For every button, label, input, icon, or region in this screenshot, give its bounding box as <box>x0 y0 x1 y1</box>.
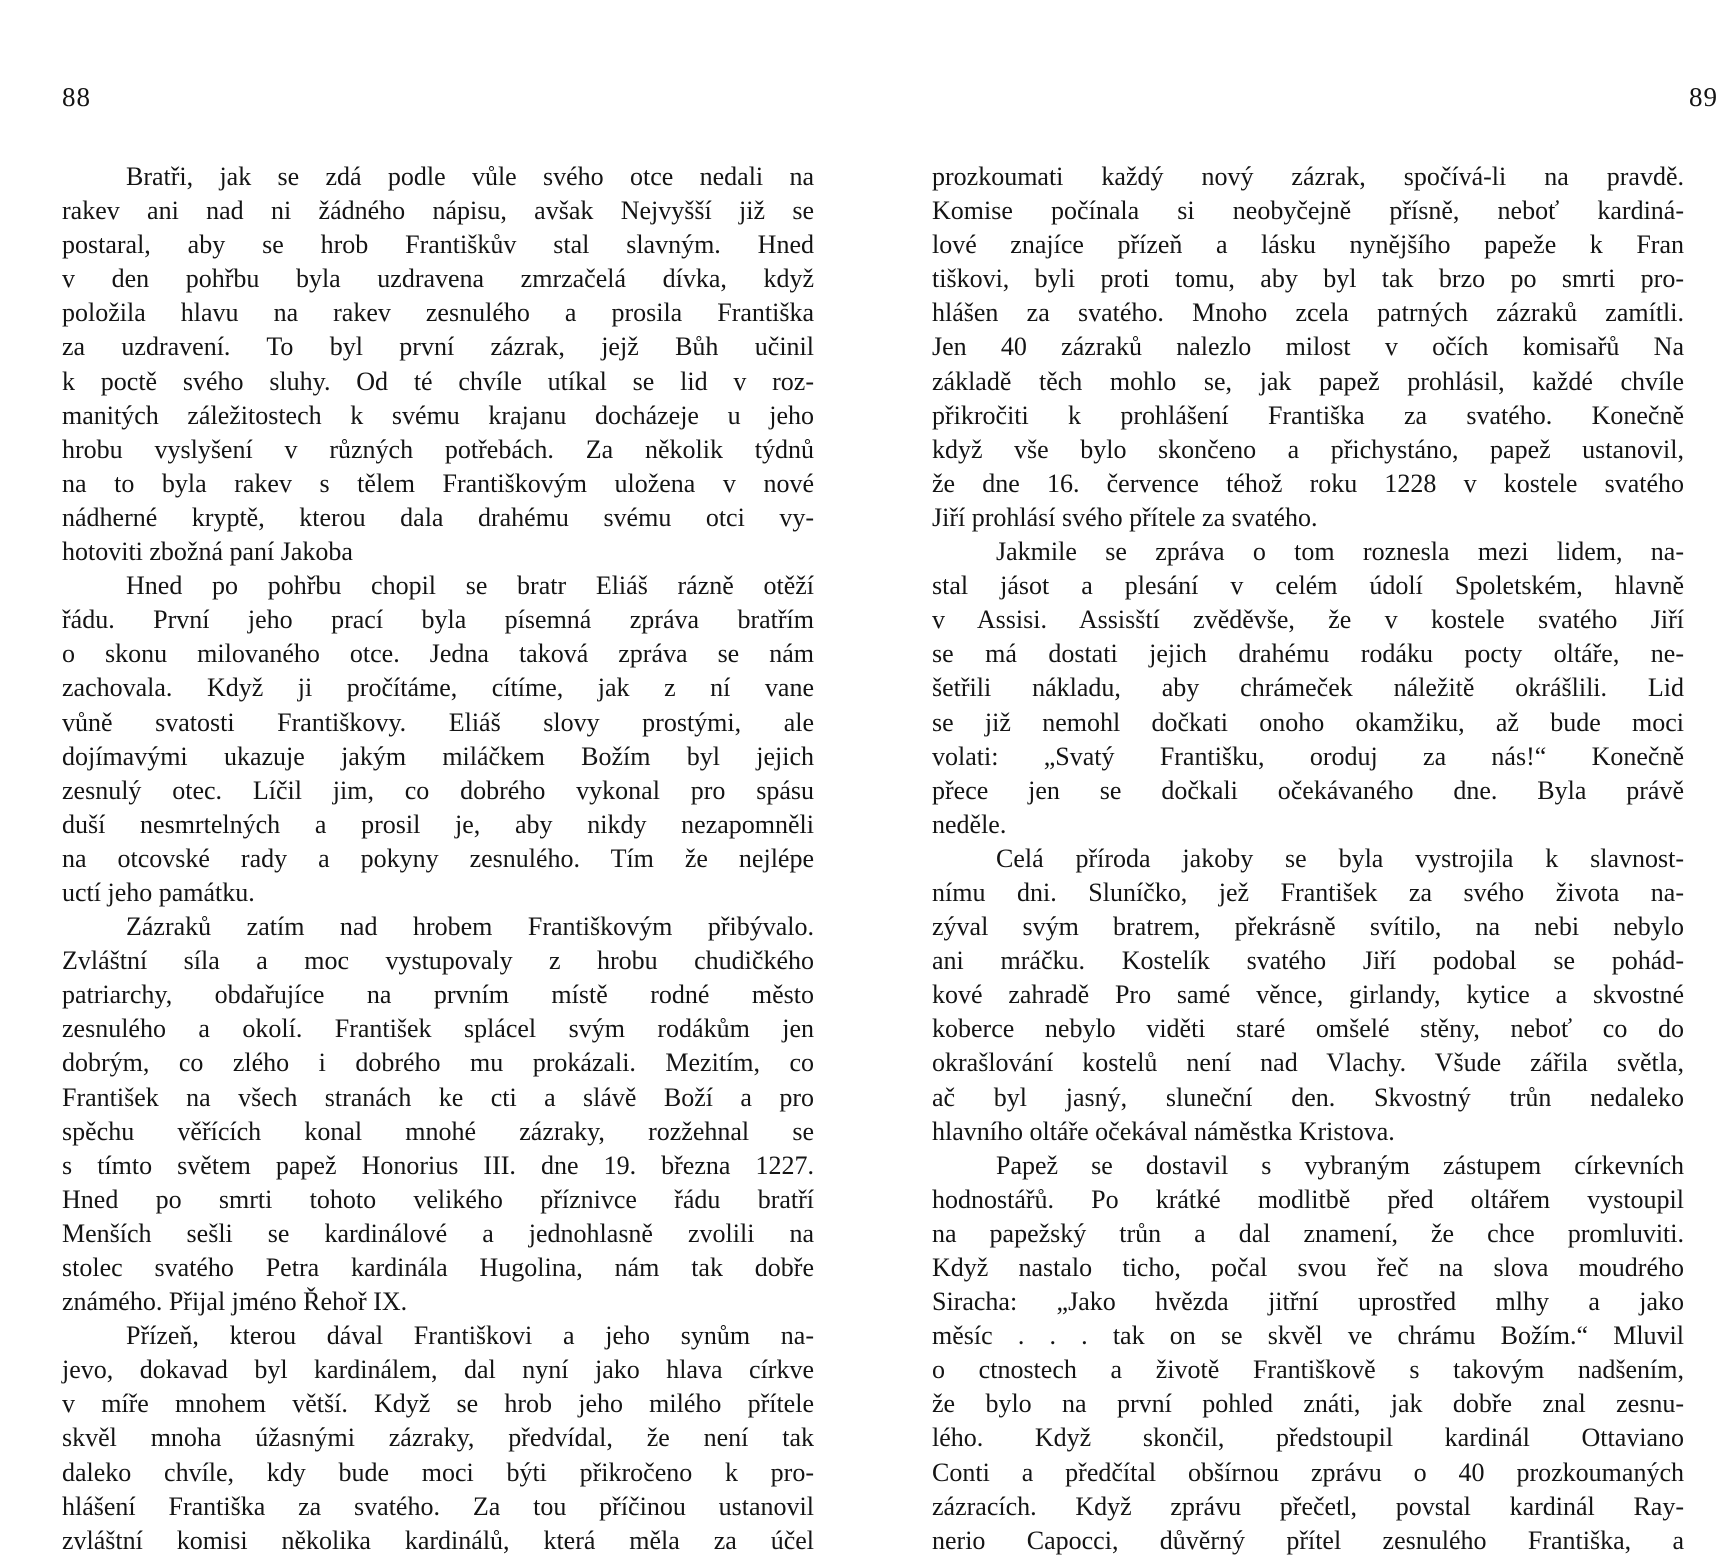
text-line: skvěl mnoha úžasnými zázraky, předvídal, že není tak <box>62 1423 814 1453</box>
text-line: koberce nebylo viděti staré omšelé stěny, neboť co do <box>932 1014 1684 1044</box>
text-line: hotoviti zbožná paní Jakoba <box>62 537 353 567</box>
text-line: řádu. První jeho prací byla písemná zpráva bratřím <box>62 605 814 635</box>
text-line: Conti a předčítal obšírnou zprávu o 40 prozkoumaných <box>932 1457 1684 1487</box>
text-line: duší nesmrtelných a prosil je, aby nikdy nezapomněli <box>62 809 814 839</box>
text-line: neděle. <box>932 809 1007 839</box>
text-line: že bylo na první pohled znáti, jak dobře znal zesnu- <box>932 1389 1684 1419</box>
text-line: za uzdravení. To byl první zázrak, jejž Bůh učinil <box>62 332 814 362</box>
text-line: zvláštní komisi několika kardinálů, která měla za účel <box>62 1525 814 1555</box>
text-line: základě těch mohlo se, jak papež prohlásil, každé chvíle <box>932 366 1684 396</box>
text-line: na papežský trůn a dal znamení, že chce promluviti. <box>932 1218 1684 1248</box>
text-line: lové znajíce přízeň a lásku nynějšího papeže k Fran <box>932 230 1684 260</box>
text-line: Jakmile se zpráva o tom roznesla mezi lidem, na- <box>996 537 1684 567</box>
text-line: zýval svým bratrem, překrásně svítilo, na nebi nebylo <box>932 912 1684 942</box>
text-line: jevo, dokavad byl kardinálem, dal nyní jako hlava církve <box>62 1355 814 1385</box>
text-line: Zázraků zatím nad hrobem Františkovým přibývalo. <box>126 912 814 942</box>
text-line: Celá příroda jakoby se byla vystrojila k slavnost- <box>996 843 1684 873</box>
text-line: stolec svatého Petra kardinála Hugolina, nám tak dobře <box>62 1253 814 1282</box>
text-line: hodnostářů. Po krátké modlitbě před oltářem vystoupil <box>932 1184 1684 1214</box>
text-line: na to byla rakev s tělem Františkovým uložena v nové <box>62 468 814 498</box>
text-line: stal jásot a plesání v celém údolí Spoletském, hlavně <box>932 571 1684 601</box>
text-line: když vše bylo skončeno a přichystáno, papež ustanovil, <box>932 434 1684 464</box>
text-line: patriarchy, obdařujíce na prvním místě rodné město <box>62 980 814 1010</box>
text-line: hlavního oltáře očekával náměstka Kristova. <box>932 1116 1395 1146</box>
right-page-text <box>932 160 1684 1558</box>
text-line: zesnulý otec. Líčil jim, co dobrého vykonal pro spásu <box>62 775 814 805</box>
text-line: Bratři, jak se zdá podle vůle svého otce nedali na <box>126 162 814 191</box>
text-line: spěchu věřících konal mnohé zázraky, rozžehnal se <box>62 1116 814 1146</box>
text-line: se má dostati jejich drahému rodáku pocty oltáře, ne- <box>932 639 1684 669</box>
text-line: nádherné kryptě, kterou dala drahému svému otci vy- <box>62 502 814 532</box>
text-line: lého. Když skončil, předstoupil kardinál Ottaviano <box>932 1423 1684 1453</box>
text-line: manitých záležitostech k svému krajanu docházeje u jeho <box>62 400 814 430</box>
text-line: zázracích. Když zprávu přečetl, povstal kardinál Ray- <box>932 1491 1684 1521</box>
text-line: Komise počínala si neobyčejně přísně, neboť kardiná- <box>932 196 1684 226</box>
text-line: Jiří prohlásí svého přítele za svatého. <box>932 502 1318 532</box>
text-line: tiškovi, byli proti tomu, aby byl tak brzo po smrti pro- <box>932 264 1684 294</box>
text-line: ač byl jasný, sluneční den. Skvostný trůn nedaleko <box>932 1082 1684 1112</box>
page-number-left: 88 <box>62 82 91 112</box>
text-line: prozkoumati každý nový zázrak, spočívá-li na pravdě. <box>932 162 1684 191</box>
text-line: vůně svatosti Františkovy. Eliáš slovy prostými, ale <box>62 707 814 737</box>
text-line: Menších sešli se kardinálové a jednohlasně zvolili na <box>62 1218 814 1248</box>
left-page <box>0 0 867 1555</box>
text-line: Jen 40 zázraků nalezlo milost v očích komisařů Na <box>932 332 1684 362</box>
text-line: František na všech stranách ke cti a slávě Boží a pro <box>62 1082 814 1112</box>
text-line: měsíc . . . tak on se skvěl ve chrámu Božím.“ Mluvil <box>932 1321 1684 1351</box>
text-line: šetřili nákladu, aby chrámeček náležitě okrášlili. Lid <box>932 673 1684 703</box>
text-line: v Assisi. Assisští zvěděvše, že v kostele svatého Jiří <box>932 605 1684 635</box>
text-line: s tímto světem papež Honorius III. dne 19. března 1227. <box>62 1150 814 1180</box>
text-line: přece jen se dočkali očekávaného dne. Byla právě <box>932 775 1684 805</box>
text-line: Hned po pohřbu chopil se bratr Eliáš rázně otěží <box>126 571 814 601</box>
text-line: známého. Přijal jméno Řehoř IX. <box>62 1287 408 1317</box>
text-line: Zvláštní síla a moc vystupovaly z hrobu chudičkého <box>62 946 814 976</box>
text-line: Papež se dostavil s vybraným zástupem církevních <box>996 1150 1684 1180</box>
text-line: se již nemohl dočkati onoho okamžiku, až bude moci <box>932 707 1684 737</box>
right-page <box>867 0 1734 1555</box>
text-line: že dne 16. července téhož roku 1228 v kostele svatého <box>932 468 1684 498</box>
text-line: dobrým, co zlého i dobrého mu prokázali. Mezitím, co <box>62 1048 814 1078</box>
text-line: hlášení Františka za svatého. Za tou příčinou ustanovil <box>62 1491 814 1521</box>
text-line: uctí jeho památku. <box>62 877 255 907</box>
text-line: hrobu vyslyšení v různých potřebách. Za několik týdnů <box>62 434 814 464</box>
text-line: hlášen za svatého. Mnoho zcela patrných zázraků zamítli. <box>932 298 1684 328</box>
text-line: okrašlování kostelů není nad Vlachy. Všude zářila světla, <box>932 1048 1684 1078</box>
text-line: k poctě svého sluhy. Od té chvíle utíkal se lid v roz- <box>62 366 814 396</box>
text-line: rakev ani nad ni žádného nápisu, avšak Nejvyšší již se <box>62 196 814 226</box>
text-line: nímu dni. Sluníčko, jež František za svého života na- <box>932 877 1684 907</box>
text-line: postaral, aby se hrob Františkův stal slavným. Hned <box>62 230 814 260</box>
text-line: kové zahradě Pro samé věnce, girlandy, kytice a skvostné <box>932 980 1684 1010</box>
text-line: na otcovské rady a pokyny zesnulého. Tím že nejlépe <box>62 843 814 873</box>
text-line: přikročiti k prohlášení Františka za svatého. Konečně <box>932 400 1684 430</box>
text-line: Když nastalo ticho, počal svou řeč na slova moudrého <box>932 1253 1684 1282</box>
text-line: dojímavými ukazuje jakým miláčkem Božím byl jejich <box>62 741 814 771</box>
text-line: zachovala. Když ji pročítáme, cítíme, jak z ní vane <box>62 673 814 703</box>
text-line: o ctnostech a životě Františkově s takovým nadšením, <box>932 1355 1684 1385</box>
text-line: o skonu milovaného otce. Jedna taková zpráva se nám <box>62 639 814 669</box>
text-line: volati: „Svatý Františku, oroduj za nás!“ Konečně <box>932 741 1684 771</box>
text-line: nerio Capocci, důvěrný přítel zesnulého Františka, a <box>932 1525 1684 1555</box>
text-line: Siracha: „Jako hvězda jitřní uprostřed mlhy a jako <box>932 1287 1684 1317</box>
text-line: zesnulého a okolí. František splácel svým rodákům jen <box>62 1014 814 1044</box>
text-line: v míře mnohem větší. Když se hrob jeho milého přítele <box>62 1389 814 1419</box>
text-line: v den pohřbu byla uzdravena zmrzačelá dívka, když <box>62 264 814 294</box>
text-line: položila hlavu na rakev zesnulého a prosila Františka <box>62 298 814 328</box>
text-line: Hned po smrti tohoto velikého příznivce řádu bratří <box>62 1184 814 1214</box>
text-line: ani mráčku. Kostelík svatého Jiří podobal se pohád- <box>932 946 1684 976</box>
text-line: daleko chvíle, kdy bude moci býti přikročeno k pro- <box>62 1457 814 1487</box>
text-line: Přízeň, kterou dával Františkovi a jeho synům na- <box>126 1321 814 1351</box>
page-number-right: 89 <box>1689 82 1718 112</box>
left-page-text <box>62 160 814 1558</box>
